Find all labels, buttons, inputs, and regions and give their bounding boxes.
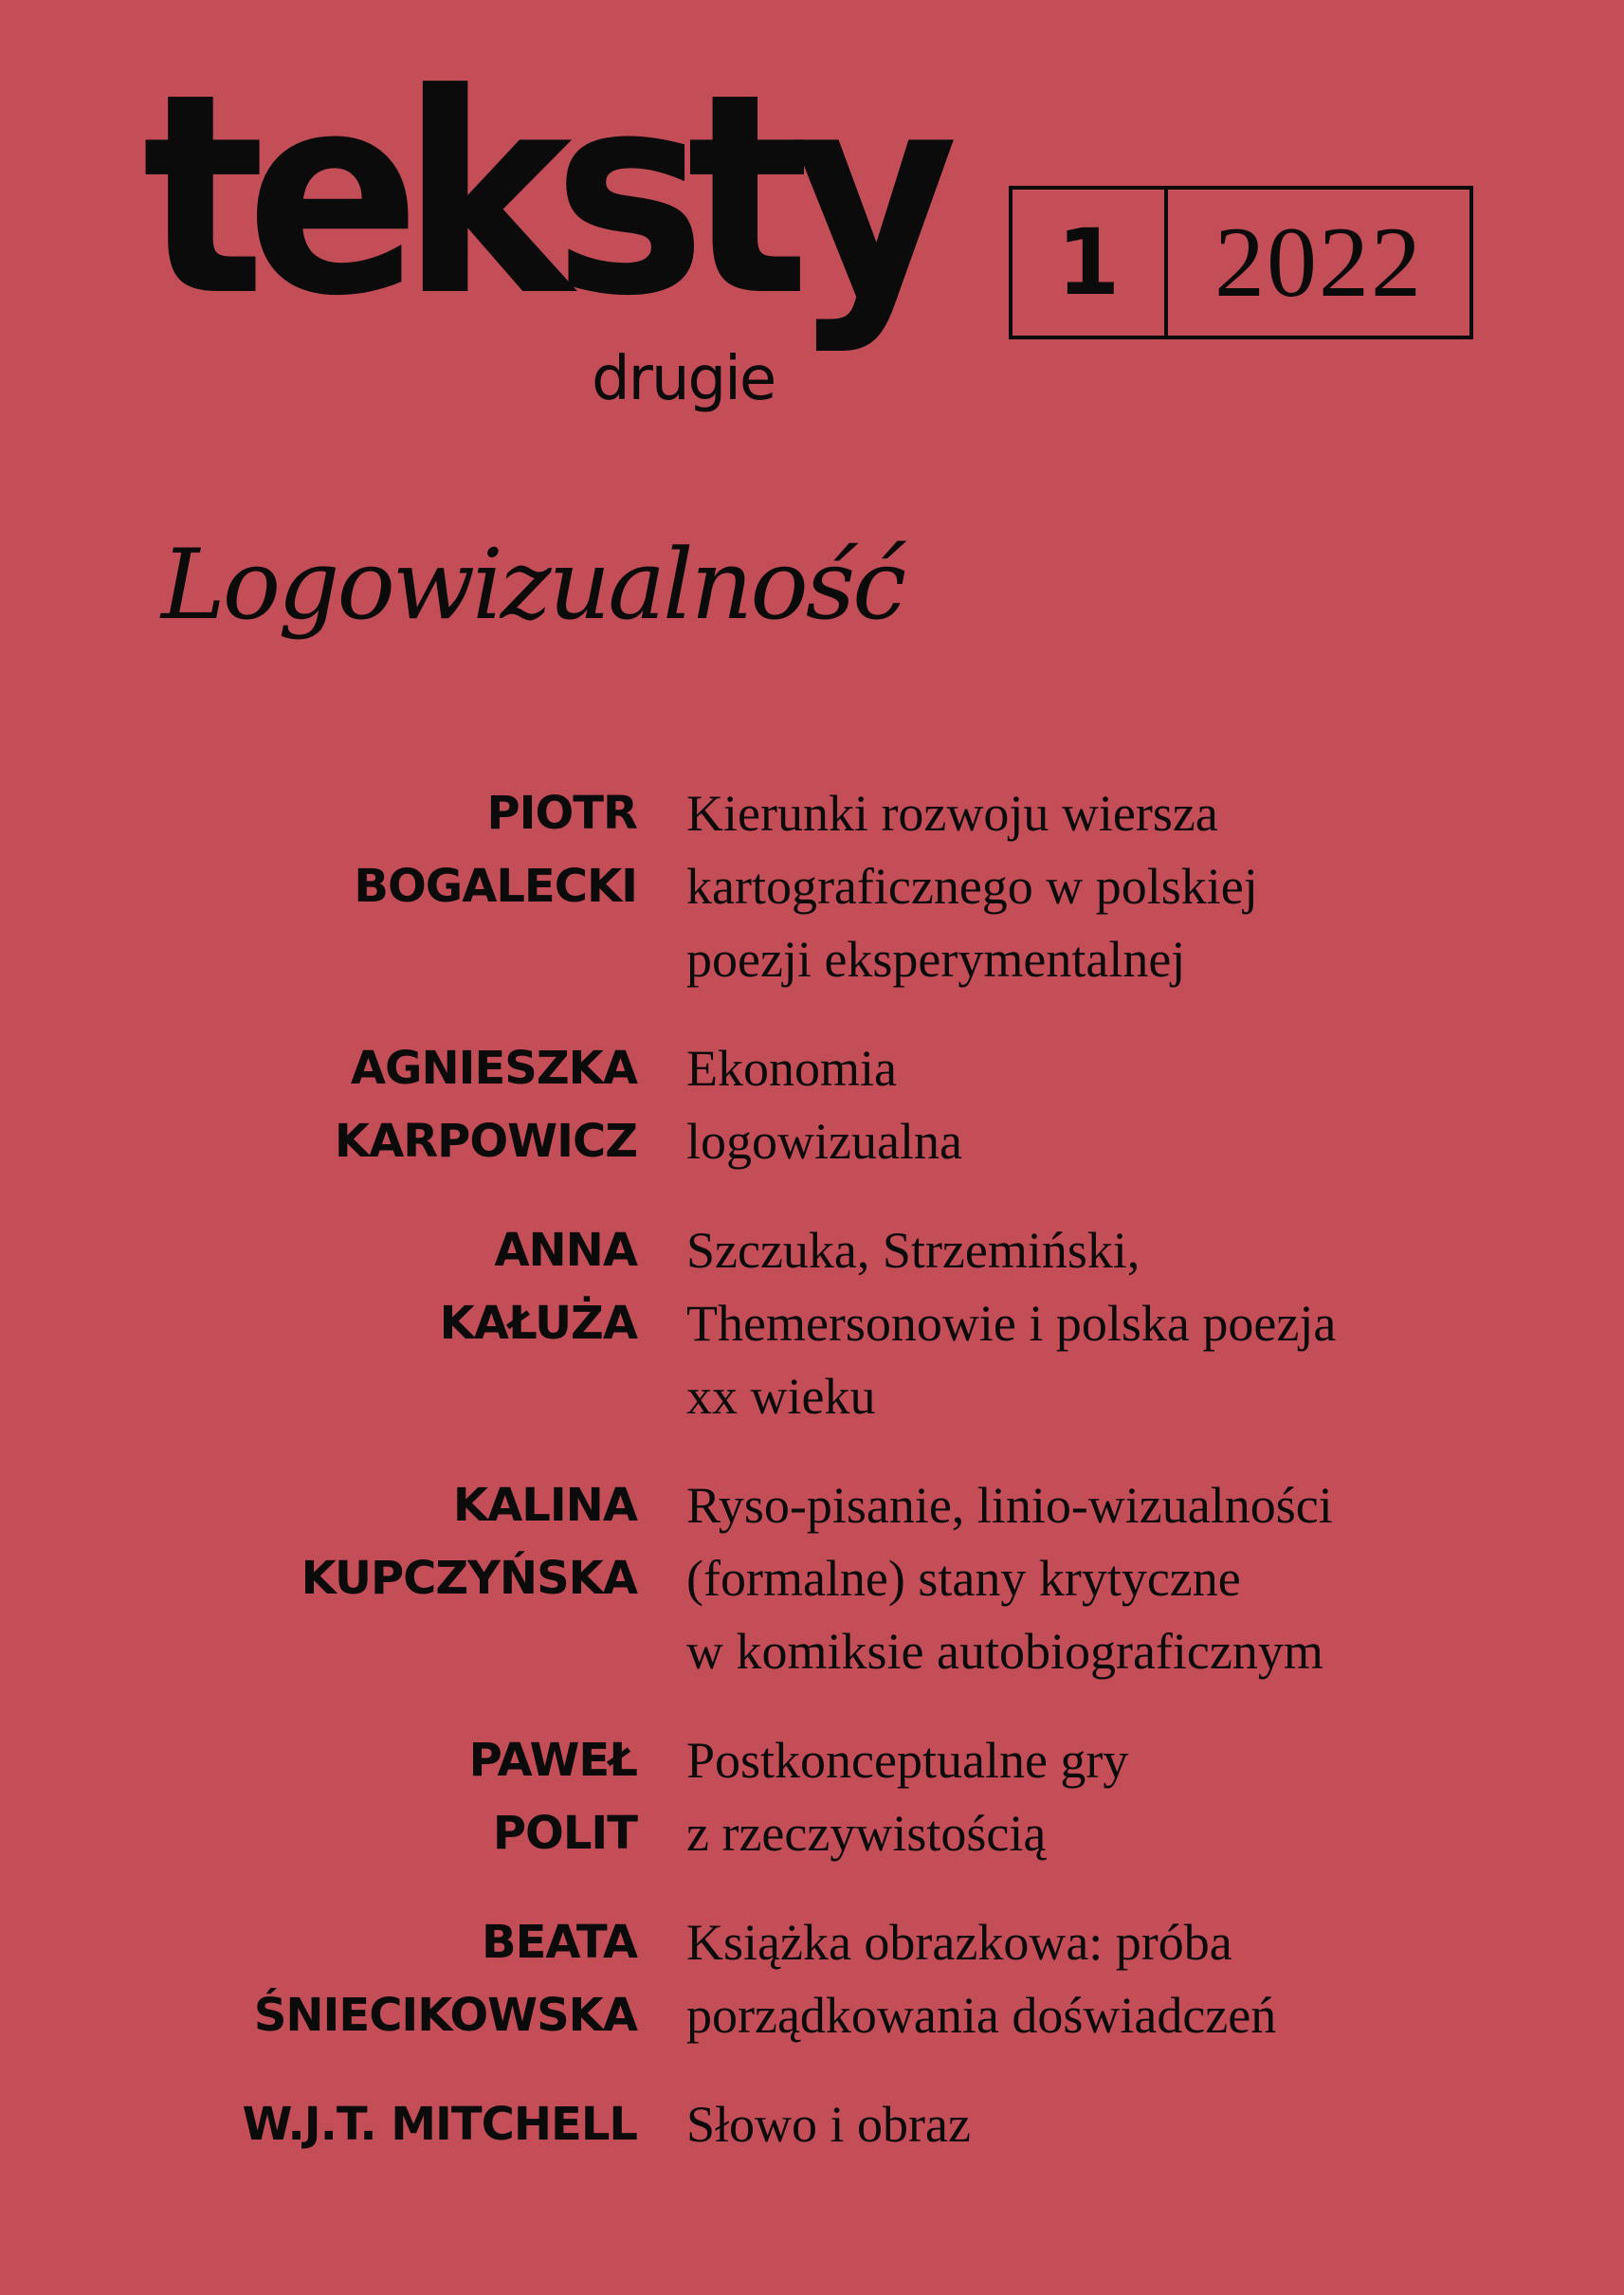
issue-title: Logowizualność — [161, 529, 904, 642]
issue-number: 1 — [1013, 190, 1168, 336]
toc-entry — [0, 1214, 1624, 1433]
journal-logo: teksty — [142, 34, 940, 356]
table-of-contents — [0, 777, 1624, 2197]
toc-article-title: Słowo i obraz — [686, 2096, 971, 2153]
toc-author: PIOTR BOGALECKI — [354, 787, 637, 913]
toc-author: W.J.T. MITCHELL — [242, 2098, 637, 2151]
toc-article-title: Ekonomia logowizualna — [686, 1040, 962, 1170]
toc-article-title: Ryso-pisanie, linio-wizualności (formalne) stany krytyczne w komiksie autobiograficznym — [686, 1477, 1333, 1680]
toc-author: AGNIESZKA KARPOWICZ — [334, 1042, 637, 1168]
journal-logo-subtitle: drugie — [592, 344, 776, 414]
toc-article-title: Postkonceptualne gry z rzeczywistością — [686, 1732, 1129, 1862]
toc-article-title: Szczuka, Strzemiński, Themersonowie i polska poezja xx wieku — [686, 1222, 1337, 1425]
toc-author: KALINA KUPCZYŃSKA — [301, 1479, 637, 1605]
toc-author: ANNA KAŁUŻA — [439, 1224, 637, 1350]
toc-author: PAWEŁ POLIT — [468, 1734, 637, 1860]
issue-badge — [1009, 186, 1473, 339]
toc-entry — [0, 777, 1624, 996]
toc-article-title: Kierunki rozwoju wiersza kartograficznego w polskiej poezji eksperymentalnej — [686, 785, 1258, 988]
toc-entry — [0, 1032, 1624, 1178]
toc-article-title: Książka obrazkowa: próba porządkowania doświadczeń — [686, 1914, 1277, 2044]
toc-entry — [0, 1724, 1624, 1870]
issue-year: 2022 — [1214, 207, 1423, 318]
toc-entry — [0, 1469, 1624, 1688]
toc-entry — [0, 1906, 1624, 2052]
toc-entry — [0, 2088, 1624, 2161]
toc-author: BEATA ŚNIECIKOWSKA — [253, 1916, 637, 2042]
